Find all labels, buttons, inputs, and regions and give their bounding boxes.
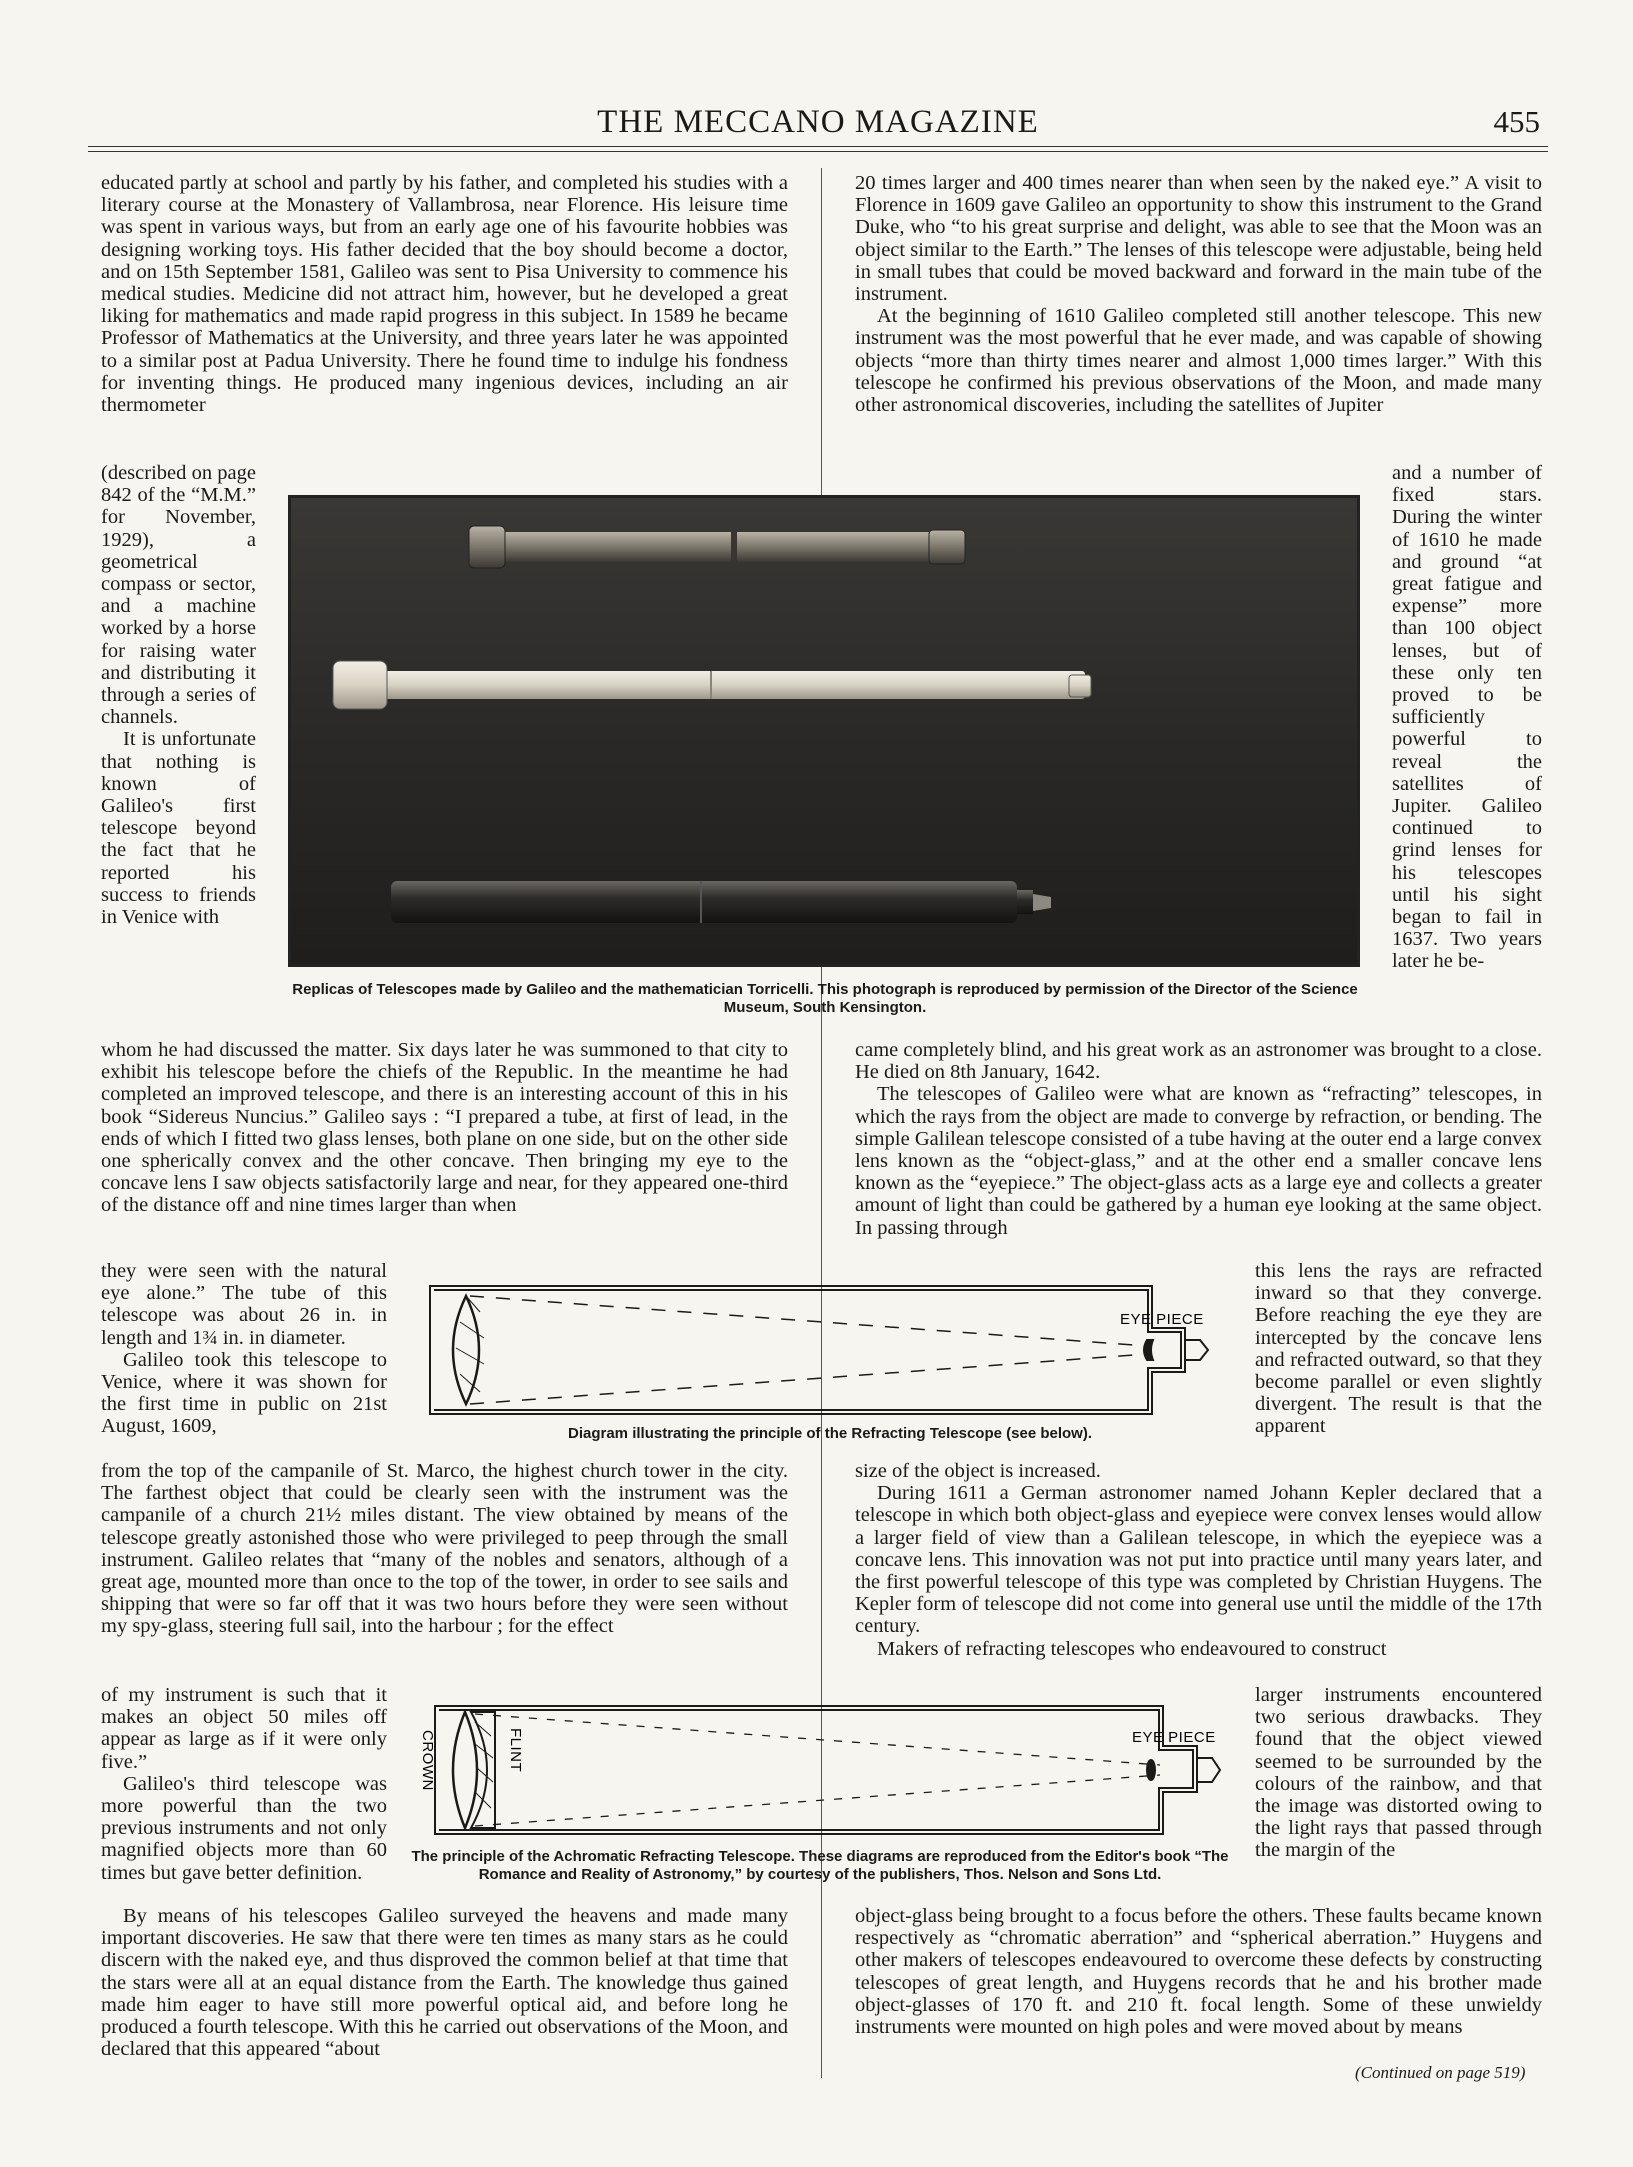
right-narrow-text-3: [1255, 1684, 1542, 1862]
paragraph: (described on page 842 of the “M.M.” for November, 1929), a geometrical compass or sector, and a machine worked by a horse for raising water and distributing it through a series of channels.: [101, 462, 256, 729]
crown-label: CROWN: [419, 1730, 436, 1791]
paragraph: they were seen with the natural eye alone.” The tube of this telescope was about 26 in. in length and 1¾ in. in diameter.: [101, 1260, 387, 1349]
flint-label: FLINT: [507, 1728, 524, 1773]
paragraph: educated partly at school and partly by his father, and completed his studies with a literary course at the Monastery of Vallambrosa, near Florence. His leisure time was spent in various ways, but from an early age one of his favourite hobbies was designing working toys. His father decided that the boy should become a doctor, and on 15th September 1581, Galileo was sent to Pisa University to commence his medical studies. Medicine did not attract him, however, but he developed a great liking for mathematics and made rapid progress in this subject. In 1589 he became Professor of Mathematics at the University, and three years later he was appointed to a similar post at Padua University. There he found time to indulge his fondness for inventing things. He produced many ingenious devices, including an air thermometer: [101, 172, 788, 417]
left-narrow-text-1: [101, 462, 256, 928]
page-header: [88, 100, 1548, 152]
achromatic-telescope-diagram: [415, 1700, 1255, 1840]
paragraph: size of the object is increased.: [855, 1460, 1101, 1482]
refracting-telescope-diagram: [420, 1282, 1255, 1422]
paragraph: It is unfortunate that nothing is known of Galileo's first telescope beyond the fact that he reported his success to friends in Venice with: [101, 728, 256, 929]
paragraph: Galileo's third telescope was more powerful than the two previous instruments and not only magnified objects more than 60 times but gave better definition.: [101, 1772, 387, 1884]
right-narrow-text-2: [1255, 1260, 1542, 1438]
right-top-text: [855, 172, 1542, 416]
refracting-telescope-drawing: [420, 1282, 1255, 1422]
paragraph: During 1611 a German astronomer named Johann Kepler declared that a telescope in which both object-glass and eyepiece were convex lenses would allow a larger field of view than a Galilean telescope, in which the eyepiece was a concave lens. This innovation was not put into practice until many years later, and the first powerful telescope of this type was completed by Christian Huygens. The Kepler form of telescope did not come into general use until the middle of the 17th century.: [855, 1482, 1542, 1638]
paragraph: 20 times larger and 400 times nearer than when seen by the naked eye.” A visit to Florence in 1609 gave Galileo an opportunity to show this instrument to the Grand Duke, who “to his great surprise and delight, was able to see that the Moon was an object similar to the Earth.” The lenses of this telescope were adjustable, being held in small tubes that could be moved backward and forward in the main tube of the instrument.: [855, 172, 1542, 306]
left-lower-text: [101, 1460, 788, 1638]
right-bottom-text: [855, 1905, 1542, 2038]
paragraph: this lens the rays are refracted inward so that they converge. Before reaching the eye they are intercepted by the concave lens and refracted outward, so that they become parallel or even slightly divergent. The result is that the apparent: [1255, 1260, 1542, 1438]
paragraph: whom he had discussed the matter. Six days later he was summoned to that city to exhibit his telescope before the chiefs of the Republic. In the meantime he had completed an improved telescope, and there is an interesting account of this in his book “Sidereus Nuncius.” Galileo says : “I prepared a tube, at first of lead, in the ends of which I fitted two glass lenses, both plane on one side, but on the other side one spherically convex and the other concave. Then bringing my eye to the concave lens I saw objects satisfactorily large and near, for they appeared one-third of the distance off and nine times larger than when: [101, 1039, 788, 1217]
masthead-title: THE MECCANO MAGAZINE: [597, 104, 1039, 140]
page-number: 455: [1493, 104, 1540, 139]
paragraph: By means of his telescopes Galileo surveyed the heavens and made many important discoveries. He saw that there were ten times as many stars as he could discern with the naked eye, and thus disproved the common belief at that time that the stars were all at an equal distance from the Earth. The knowledge thus gained made him eager to have still more powerful optical aid, and before long he produced a fourth telescope. With this he carried out observations of the Moon, and declared that this appeared “about: [101, 1905, 788, 2061]
left-bottom-text: [101, 1905, 788, 2060]
eyepiece-label: EYE PIECE: [1120, 1311, 1204, 1328]
eyepiece-label: EYE PIECE: [1132, 1729, 1216, 1746]
right-narrow-text-1: [1392, 462, 1542, 973]
paragraph: Galileo took this telescope to Venice, where it was shown for the first time in public on 21st August, 1609,: [101, 1348, 387, 1438]
paragraph: came completely blind, and his great work as an astronomer was brought to a close. He died on 8th January, 1642.: [855, 1039, 1542, 1084]
telescope-replicas-image: [291, 498, 1357, 964]
telescope-photo: [288, 495, 1360, 967]
refracting-diagram-caption: Diagram illustrating the principle of the Refracting Telescope (see below).: [568, 1425, 1092, 1442]
paragraph: object-glass being brought to a focus before the others. These faults became known respectively as “chromatic aberration” and “spherical aberration.” Huygens and other makers of telescopes endeavoured to overcome these defects by constructing telescopes of great length, and Huygens records that he and his brother made object-glasses of 170 ft. and 210 ft. focal length. Some of these unwieldy instruments were mounted on high poles and were moved about by means: [855, 1905, 1542, 2039]
left-narrow-text-2: [101, 1260, 387, 1438]
paragraph: from the top of the campanile of St. Marco, the highest church tower in the city. The farthest object that could be clearly seen with the instrument was the campanile of a church 21½ miles distant. The view obtained by means of the telescope greatly astonished those who were privileged to peep through the small instrument. Galileo relates that “many of the nobles and senators, although of a great age, mounted more than once to the top of the tower, in order to see sails and shipping that were so far off that it was two hours before they were seen without my spy-glass, steering full sail, into the harbour ; for the effect: [101, 1460, 788, 1638]
paragraph: larger instruments encountered two serious drawbacks. They found that the object viewed seemed to be surrounded by the colours of the rainbow, and that the image was distorted owing to the light rays that passed through the margin of the: [1255, 1684, 1542, 1862]
achromatic-telescope-drawing: [415, 1700, 1255, 1840]
right-mid-text: [855, 1039, 1542, 1239]
photo-caption: Replicas of Telescopes made by Galileo and the mathematician Torricelli. This photograph is reproduced by permission of the Director of the Science Museum, South Kensington.: [292, 981, 1358, 1016]
paragraph: of my instrument is such that it makes an object 50 miles off appear as large as if it were only five.”: [101, 1684, 387, 1773]
paragraph: At the beginning of 1610 Galileo completed still another telescope. This new instrument was the most powerful that he ever made, and was capable of showing objects “more than thirty times nearer and almost 1,000 times larger.” With this telescope he confirmed his previous observations of the Moon, and made many other astronomical discoveries, including the satellites of Jupiter: [855, 305, 1542, 417]
paragraph: Makers of refracting telescopes who endeavoured to construct: [877, 1637, 1387, 1660]
left-narrow-text-3: [101, 1684, 387, 1884]
achromatic-diagram-caption: The principle of the Achromatic Refracting Telescope. These diagrams are reproduced from the Editor's book “The Romance and Reality of Astronomy,” by courtesy of the publishers, Thos. Nelson and Sons Ltd.: [411, 1848, 1229, 1883]
right-lower-text: [855, 1460, 1542, 1660]
header-rule-thin: [88, 151, 1548, 152]
paragraph: The telescopes of Galileo were what are known as “refracting” telescopes, in which the rays from the object are made to converge by refraction, or bending. The simple Galilean telescope consisted of a tube having at the outer end a large convex lens known as the “object-glass,” and at the other end a smaller concave lens known as the “eyepiece.” The object-glass acts as a large eye and collects a greater amount of light than could be gathered by a human eye looking at the same object. In passing through: [855, 1083, 1542, 1239]
paragraph: and a number of fixed stars. During the winter of 1610 he made and ground “at great fatigue and expense” more than 100 object lenses, but of these only ten proved to be sufficiently powerful to reveal the satellites of Jupiter. Galileo continued to grind lenses for his telescopes until his sight began to fail in 1637. Two years later he be-: [1392, 462, 1542, 973]
header-rule: [88, 146, 1548, 147]
continued-note: (Continued on page 519): [1355, 2063, 1526, 2082]
left-top-text: [101, 172, 788, 416]
left-mid-text: [101, 1039, 788, 1217]
